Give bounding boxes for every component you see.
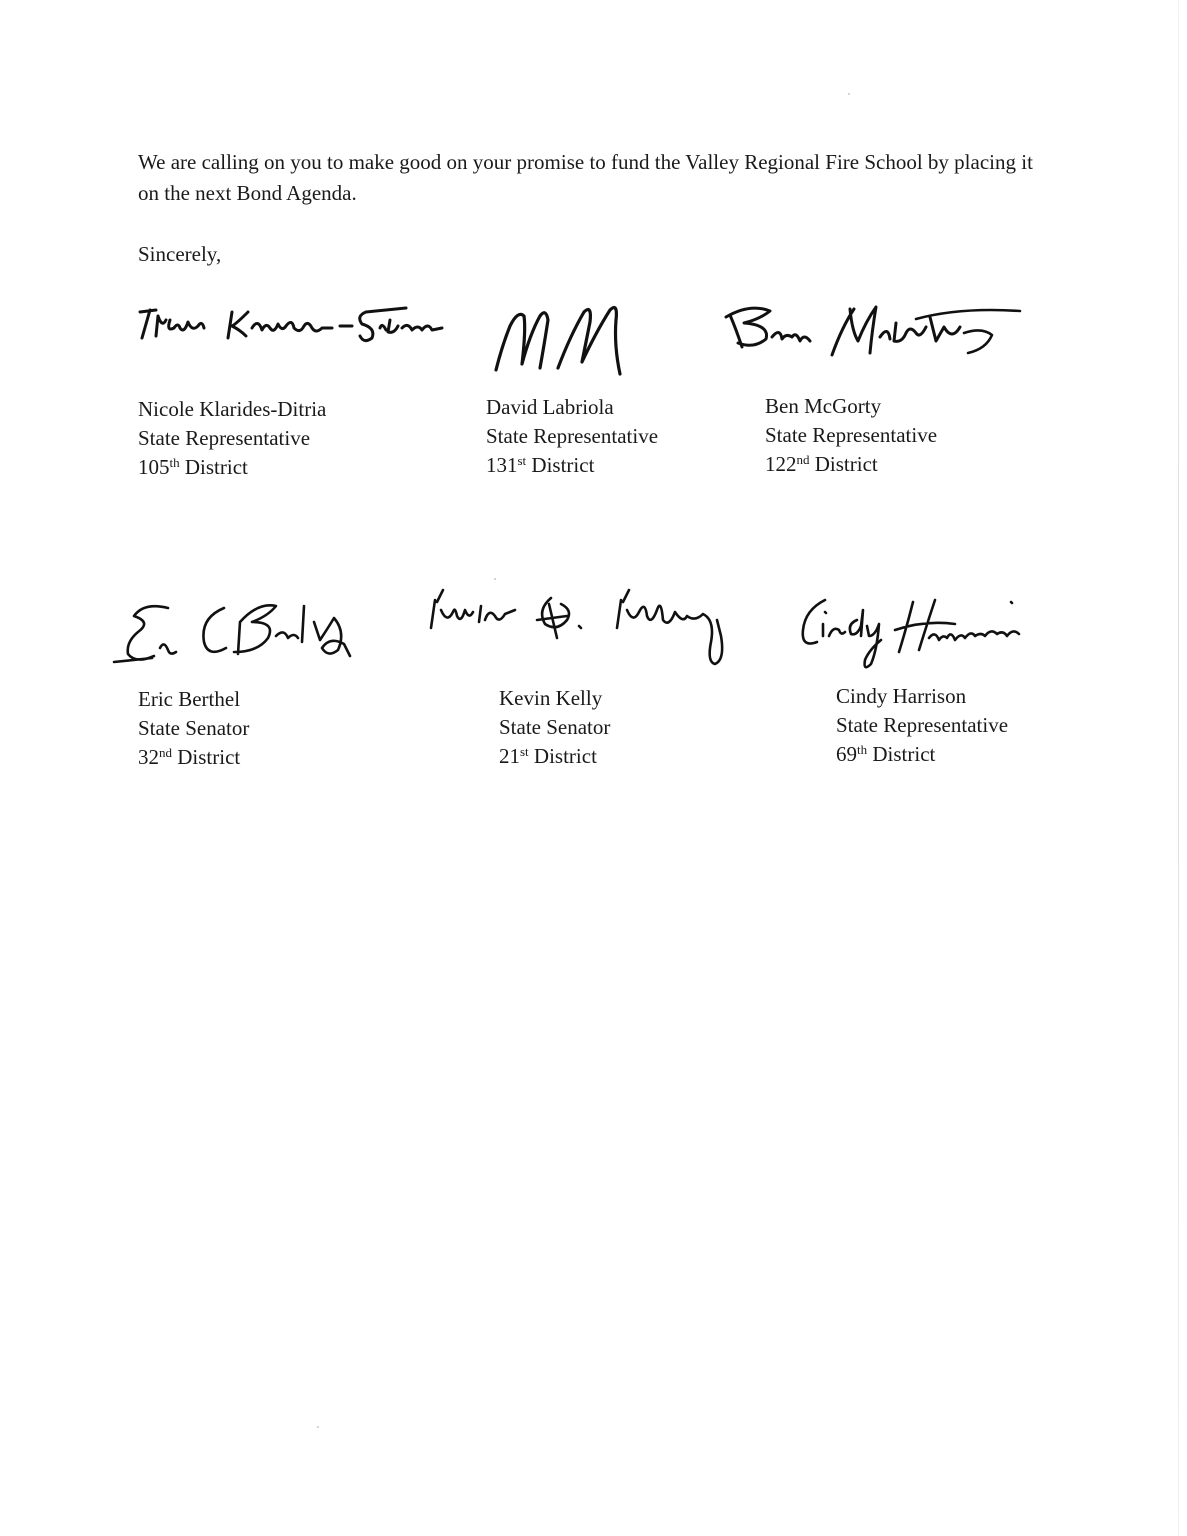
signer-title: State Senator — [138, 716, 250, 740]
signature-graphic — [720, 297, 1035, 367]
signer-name: Nicole Klarides-Ditria — [138, 397, 327, 421]
scan-speck — [317, 1426, 319, 1428]
signature-eric-berthel — [108, 592, 358, 672]
signer-name: Kevin Kelly — [499, 686, 603, 710]
signer-name: Eric Berthel — [138, 687, 241, 711]
signer-title: State Representative — [486, 424, 659, 448]
signer-district: 69th District — [836, 742, 936, 766]
signer-block-berthel — [138, 685, 249, 772]
scan-speck — [494, 578, 496, 580]
signature-nicole-klarides-ditria — [136, 298, 456, 348]
signature-cindy-harrison — [795, 590, 1040, 675]
signer-block-mcgorty — [765, 392, 937, 479]
signature-graphic — [136, 298, 456, 348]
signer-name: David Labriola — [486, 395, 614, 419]
signer-block-kelly — [499, 684, 610, 771]
signer-district: 32nd District — [138, 745, 241, 769]
signature-ben-mcgorty — [720, 297, 1035, 367]
scan-speck — [848, 93, 850, 95]
signature-graphic — [488, 296, 638, 378]
signer-title: State Representative — [765, 423, 938, 447]
scan-edge — [1178, 0, 1179, 1536]
signer-district: 131st District — [486, 453, 595, 477]
letter-body: We are calling on you to make good on your promise to fund the Valley Regional Fire School by placing it on the next Bond Agenda. — [138, 150, 1033, 205]
signer-block-harrison — [836, 682, 1008, 769]
signer-district: 122nd District — [765, 452, 878, 476]
signer-district: 105th District — [138, 455, 248, 479]
signer-district: 21st District — [499, 744, 597, 768]
letter-closing: Sincerely, — [138, 242, 222, 266]
signature-david-labriola — [488, 296, 638, 378]
signer-name: Ben McGorty — [765, 394, 882, 418]
signer-block-klarides-ditria — [138, 395, 326, 482]
signature-graphic — [425, 580, 745, 672]
signer-name: Cindy Harrison — [836, 684, 967, 708]
signer-title: State Senator — [499, 715, 611, 739]
signer-title: State Representative — [138, 426, 311, 450]
signature-graphic — [795, 590, 1040, 675]
signer-title: State Representative — [836, 713, 1009, 737]
signer-block-labriola — [486, 393, 658, 480]
signature-graphic — [108, 592, 358, 672]
signature-kevin-kelly — [425, 580, 745, 672]
